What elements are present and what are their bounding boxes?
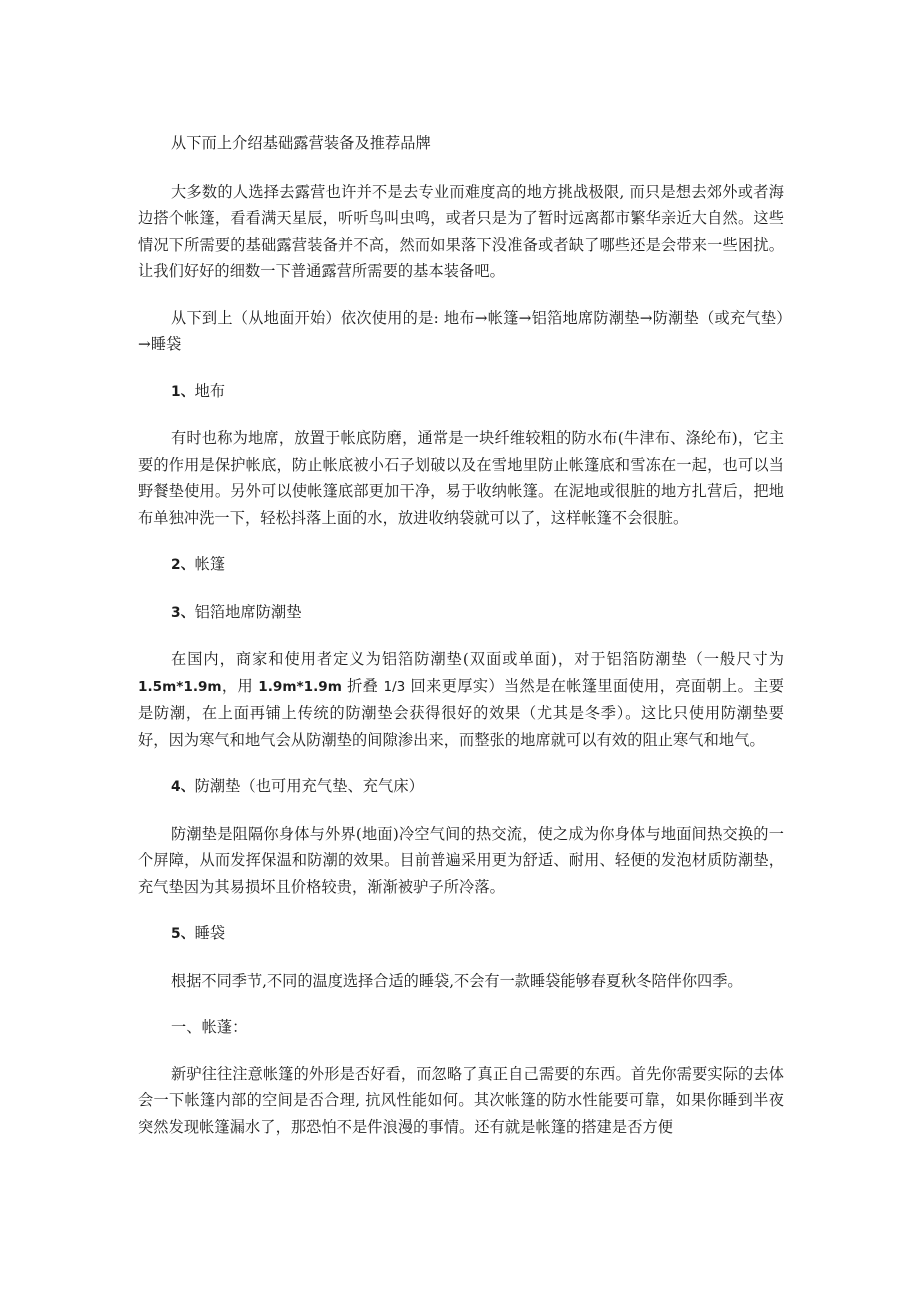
section-body-3-part1: 在国内，商家和使用者定义为铝箔防潮垫(双面或单面)，对于铝箔防潮垫（一般尺寸为 (171, 650, 785, 668)
section-heading-5 (138, 920, 784, 948)
section-number-5: 5、 (171, 926, 195, 942)
section-body-4: 防潮垫是阻隔你身体与外界(地面)冷空气间的热交流，使之成为你身体与地面间热交换的一个屏障，从而发挥保温和防潮的效果。目前普遍采用更为舒适、耐用、轻便的发泡材质防潮垫，充气垫因为其易损坏且价格较贵，渐渐被驴子所冷落。 (138, 824, 784, 896)
mat-size-standard: 1.5m*1.9m (138, 678, 222, 695)
section-title-1: 地布 (194, 381, 226, 400)
chapter-number-1: 一、 (171, 1018, 202, 1036)
document-title: 从下而上介绍基础露营装备及推荐品牌 (171, 134, 431, 152)
section-body-3 (138, 646, 784, 753)
intro-paragraph: 大多数的人选择去露营也许并不是去专业而难度高的地方挑战极限, 而只是想去郊外或者海边搭个帐篷，看看满天星辰，听听鸟叫虫鸣，或者只是为了暂时远离都市繁华亲近大自然。这些情况下所需要的基础露营装备并不高，然而如果落下没准备或者缺了哪些还是会带来一些困扰。让我们好好的细数一下普通露营所需要的基本装备吧。 (138, 182, 784, 280)
section-body-3-part2: ，用 (221, 676, 259, 695)
gear-order-paragraph: 从下到上（从地面开始）依次使用的是: 地布→帐篷→铝箔地席防潮垫→防潮垫（或充气垫）→睡袋 (138, 308, 784, 353)
section-body-3-part3: 折叠 (341, 676, 384, 695)
section-title-3: 铝箔地席防潮垫 (194, 602, 302, 621)
section-body-3-part4: 回来更厚实）当然是在帐篷里面使用，亮面朝上。主要是防潮，在上面再铺上传统的防潮垫会获得很好的效果（尤其是冬季）。这比只使用防潮垫要好，因为寒气和地气会从防潮垫的间隙渗出来，而整张的地席就可以有效的阻止寒气和地气。 (138, 676, 785, 749)
section-body-1: 有时也称为地席，放置于帐底防磨，通常是一块纤维较粗的防水布(牛津布、涤纶布)，它主要的作用是保护帐底，防止帐底被小石子划破以及在雪地里防止帐篷底和雪冻在一起，也可以当野餐垫使用。另外可以使帐篷底部更加干净，易于收纳帐篷。在泥地或很脏的地方扎营后，把地布单独冲洗一下，轻松抖落上面的水，放进收纳袋就可以了，这样帐篷不会很脏。 (138, 429, 784, 527)
section-number-3: 3、 (171, 604, 195, 621)
chapter-heading-1 (138, 1014, 784, 1041)
section-heading-4 (138, 773, 784, 801)
section-body-5: 根据不同季节,不同的温度选择合适的睡袋,不会有一款睡袋能够春夏秋冬陪伴你四季。 (171, 971, 743, 990)
section-number-1: 1、 (171, 383, 195, 400)
document-content (138, 130, 784, 1160)
section-number-4: 4、 (171, 779, 195, 795)
section-title-5: 睡袋 (194, 924, 226, 942)
chapter-title-1: 帐蓬： (201, 1018, 248, 1036)
fold-fraction: 1/3 (383, 678, 406, 695)
mat-size-large: 1.9m*1.9m (258, 678, 342, 695)
chapter-body-1: 新驴往往注意帐篷的外形是否好看，而忽略了真正自己需要的东西。首先你需要实际的去体会一下帐篷内部的空间是否合理, 抗风性能如何。其次帐篷的防水性能要可靠，如果你睡到半夜突然发现帐篷漏水了，那恐怕不是件浪漫的事情。还有就是帐篷的搭建是否方便 (138, 1064, 784, 1136)
section-title-4: 防潮垫（也可用充气垫、充气床） (194, 777, 424, 795)
section-heading-2 (138, 551, 784, 579)
section-title-2: 帐篷 (194, 555, 226, 573)
section-number-2: 2、 (171, 557, 195, 573)
section-heading-1 (138, 378, 784, 406)
section-heading-3 (138, 599, 784, 627)
